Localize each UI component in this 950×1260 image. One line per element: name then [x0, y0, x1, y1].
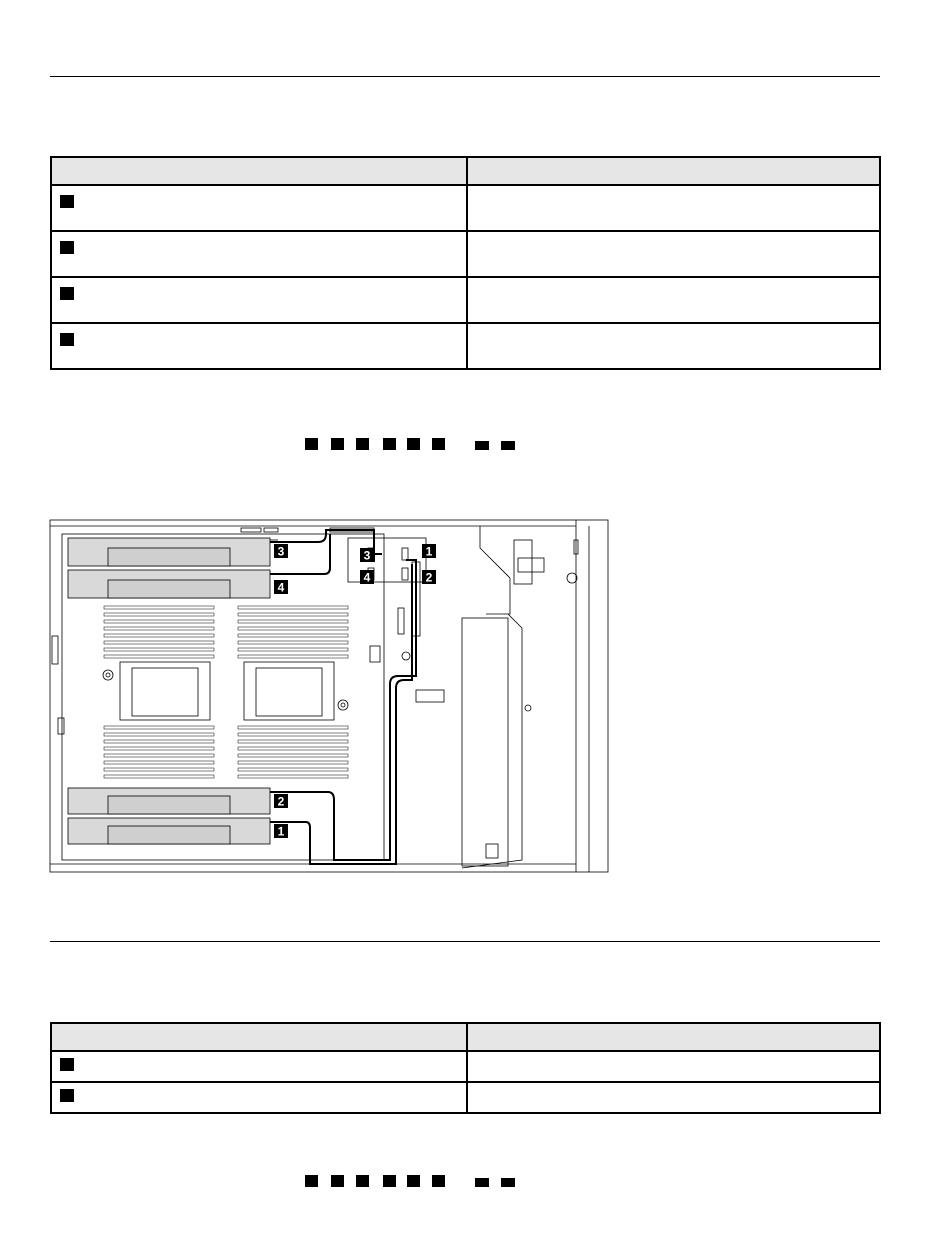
table-1-header-from: [51, 157, 467, 185]
callout-marker-3-icon: [60, 287, 74, 300]
section-2-rule: [50, 941, 880, 942]
svg-text:3: 3: [277, 544, 285, 559]
note-marker-icon: [356, 438, 369, 450]
riser-slot-1: [68, 818, 270, 844]
note-marker-icon: [305, 438, 318, 450]
note-marker-icon: [475, 1178, 489, 1187]
callout-2-connector: [422, 570, 436, 585]
note-marker-icon: [432, 1175, 445, 1187]
note-marker-icon: [305, 1175, 318, 1187]
drive-cage: [462, 618, 508, 866]
riser-slot-2: [68, 788, 270, 814]
svg-text:2: 2: [277, 794, 285, 809]
callout-marker-1-icon: [60, 1058, 74, 1071]
section-1-rule: [50, 76, 880, 77]
note-marker-icon: [432, 438, 445, 450]
svg-text:2: 2: [425, 570, 433, 585]
callout-4-connector: [360, 570, 374, 585]
callout-1-connector: [422, 544, 436, 559]
callout-marker-4-icon: [60, 333, 74, 346]
note-marker-icon: [383, 1175, 396, 1187]
note-markers-2: [305, 1175, 515, 1187]
callout-marker-2-icon: [60, 1089, 74, 1102]
table-row: [51, 1051, 880, 1082]
note-marker-icon: [501, 441, 515, 450]
dimm-bank-lower-right: [238, 726, 348, 778]
dimm-bank-upper-left: [104, 606, 214, 658]
processor-1-socket: [120, 662, 210, 720]
table-row: [51, 1082, 880, 1113]
table-row: [51, 185, 880, 231]
note-marker-icon: [407, 1175, 420, 1187]
callout-3-connector: [360, 548, 374, 563]
table-row: [51, 323, 880, 369]
note-marker-icon: [331, 438, 344, 450]
note-markers-1: [305, 438, 515, 450]
callout-1-riser: [274, 824, 288, 839]
callout-marker-1-icon: [60, 195, 74, 208]
svg-text:4: 4: [363, 570, 371, 585]
callout-4-riser: [274, 580, 288, 595]
riser-slot-3: [68, 538, 278, 566]
cable-routes: [270, 530, 416, 864]
note-marker-icon: [331, 1175, 344, 1187]
note-marker-icon: [475, 441, 489, 450]
svg-text:4: 4: [277, 580, 285, 595]
table-2-header-to: [467, 1023, 880, 1051]
table-2-header-from: [51, 1023, 467, 1051]
table-row: [51, 277, 880, 323]
processor-2-socket: [244, 662, 334, 720]
svg-text:3: 3: [363, 548, 371, 563]
dimm-bank-lower-left: [104, 726, 214, 778]
table-1-header-to: [467, 157, 880, 185]
svg-text:1: 1: [277, 824, 285, 839]
note-marker-icon: [356, 1175, 369, 1187]
callout-3-riser: [274, 544, 288, 559]
note-marker-icon: [501, 1178, 515, 1187]
cable-routing-diagram: [48, 518, 610, 876]
cable-routing-table-1: [50, 156, 881, 370]
note-marker-icon: [383, 438, 396, 450]
table-row: [51, 231, 880, 277]
dimm-bank-upper-right: [238, 606, 348, 658]
riser-slot-4: [68, 570, 270, 598]
svg-text:1: 1: [425, 544, 433, 559]
note-marker-icon: [407, 438, 420, 450]
callout-2-riser: [274, 794, 288, 809]
dimm-slots: [104, 606, 348, 778]
cable-routing-table-2: [50, 1022, 881, 1114]
callout-marker-2-icon: [60, 241, 74, 254]
